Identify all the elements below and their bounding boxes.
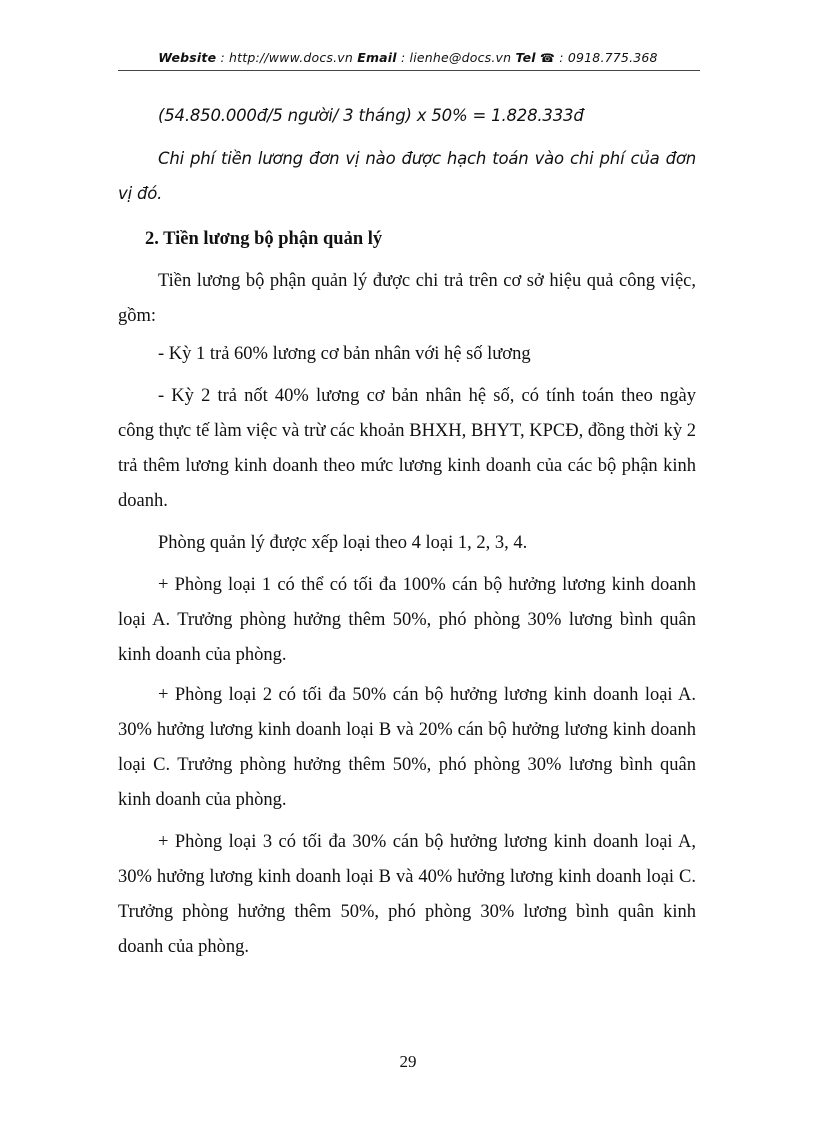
tel-number: : 0918.775.368 — [555, 50, 658, 65]
header-divider — [118, 70, 700, 71]
page-number: 29 — [399, 1052, 417, 1071]
phone-icon: ☎ — [539, 51, 556, 65]
email-label: Email — [357, 50, 397, 65]
intro-paragraph: Tiền lương bộ phận quản lý được chi trả trên cơ sở hiệu quả công việc, gồm: — [118, 271, 696, 326]
website-url[interactable]: : http://www.docs.vn — [216, 50, 358, 65]
period-2-paragraph: - Kỳ 2 trả nốt 40% lương cơ bản nhân hệ số, có tính toán theo ngày công thực tế làm việc và trừ các khoản BHXH, BHYT, KPCĐ, đồng thời kỳ 2 trả thêm lương kinh doanh theo mức lương kinh doanh của các bộ phận kinh doanh. — [118, 386, 696, 511]
cost-allocation-note: Chi phí tiền lương đơn vị nào được hạch toán vào chi phí của đơn vị đó. — [118, 149, 696, 203]
section-heading: 2. Tiền lương bộ phận quản lý — [145, 229, 383, 249]
tel-label: Tel — [515, 50, 536, 65]
website-label: Website — [158, 50, 217, 65]
period-1-paragraph: - Kỳ 1 trả 60% lương cơ bản nhân với hệ số lương — [158, 344, 531, 364]
email-address[interactable]: : lienhe@docs.vn — [396, 50, 516, 65]
page-header — [118, 50, 698, 65]
type-2-paragraph: + Phòng loại 2 có tối đa 50% cán bộ hưởng lương kinh doanh loại A. 30% hưởng lương kinh doanh loại B và 20% cán bộ hưởng lương kinh doanh loại C. Trưởng phòng hưởng thêm 50%, phó phòng 30% lương bình quân kinh doanh của phòng. — [118, 685, 696, 810]
salary-formula: (54.850.000đ/5 người/ 3 tháng) x 50% = 1.828.333đ — [158, 106, 584, 125]
classification-paragraph: Phòng quản lý được xếp loại theo 4 loại 1, 2, 3, 4. — [158, 533, 528, 553]
type-1-paragraph: + Phòng loại 1 có thể có tối đa 100% cán bộ hưởng lương kinh doanh loại A. Trưởng phòng hưởng thêm 50%, phó phòng 30% lương bình quân kinh doanh của phòng. — [118, 575, 696, 665]
type-3-paragraph: + Phòng loại 3 có tối đa 30% cán bộ hưởng lương kinh doanh loại A, 30% hưởng lương kinh doanh loại B và 40% hưởng lương kinh doanh loại C. Trưởng phòng hưởng thêm 50%, phó phòng 30% lương bình quân kinh doanh của phòng. — [118, 832, 696, 957]
